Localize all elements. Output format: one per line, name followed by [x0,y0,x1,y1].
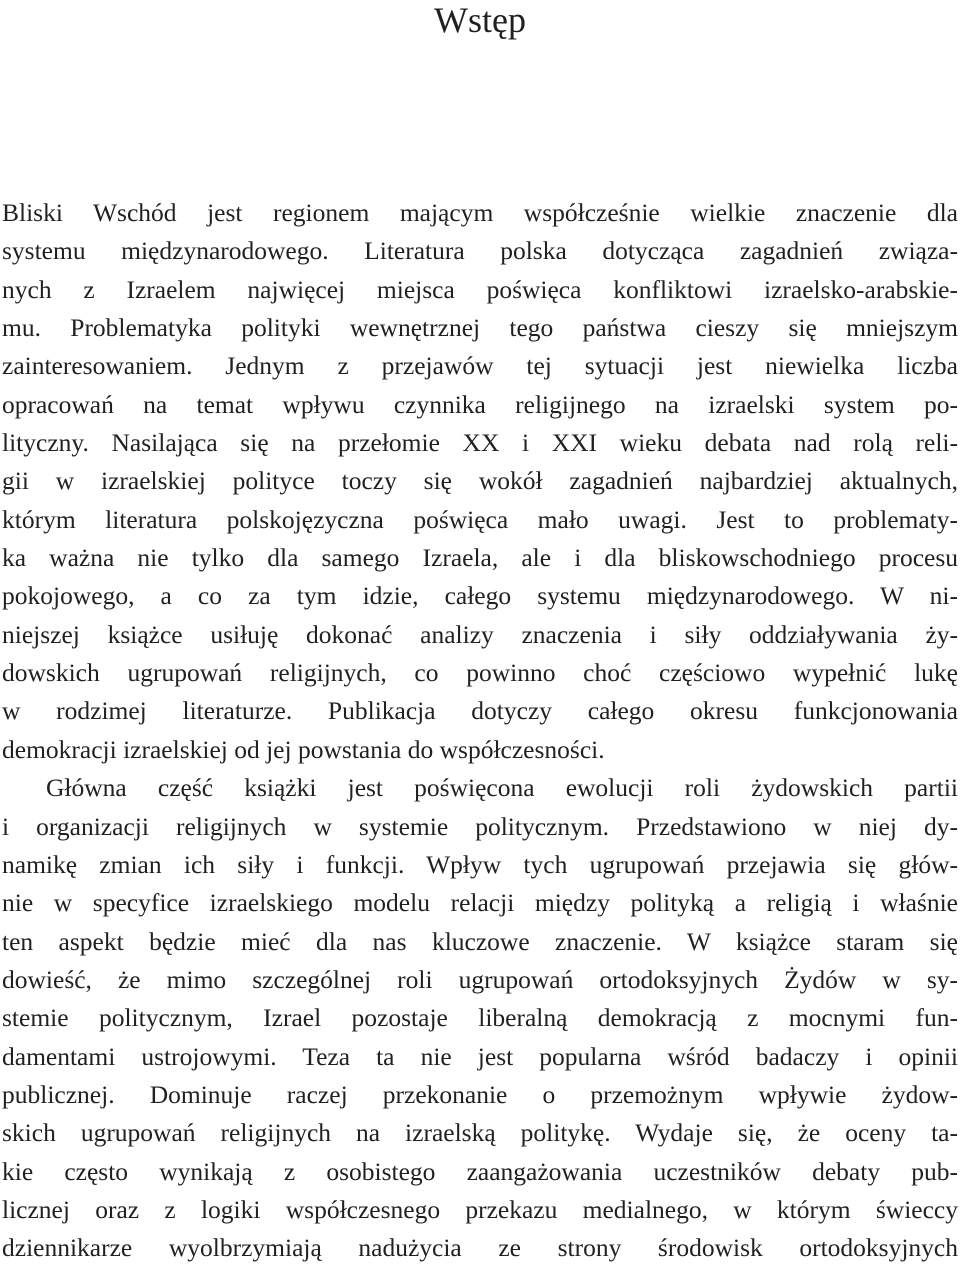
text-line: kie często wynikają z osobistego zaangażowania uczestników debaty pub- [2,1156,958,1186]
paragraph [2,769,958,1267]
body-text [2,194,958,1268]
page-title: Wstęp [434,0,526,40]
text-line: opracowań na temat wpływu czynnika religijnego na izraelski system po- [2,389,958,419]
text-line: damentami ustrojowymi. Teza ta nie jest popularna wśród badaczy i opinii [2,1041,958,1071]
text-line: publicznej. Dominuje raczej przekonanie o przemożnym wpływie żydow- [2,1079,958,1109]
text-line: ka ważna nie tylko dla samego Izraela, ale i dla bliskowschodniego procesu [2,543,958,573]
text-line: niejszej książce usiłuję dokonać analizy znaczenia i siły oddziaływania ży- [2,619,958,649]
text-line: zainteresowaniem. Jednym z przejawów tej sytuacji jest niewielka liczba [2,351,958,381]
text-line: którym literatura polskojęzyczna poświęca mało uwagi. Jest to problematy- [2,504,958,534]
text-line: dowieść, że mimo szczególnej roli ugrupowań ortodoksyjnych Żydów w sy- [2,964,958,994]
text-line: ten aspekt będzie mieć dla nas kluczowe znaczenie. W książce staram się [2,926,958,956]
text-line: lityczny. Nasilająca się na przełomie XX i XXI wieku debata nad rolą reli- [2,428,958,458]
paragraph [2,194,958,769]
text-line: nie w specyfice izraelskiego modelu relacji między polityką a religią i właśnie [2,888,958,918]
text-line: namikę zmian ich siły i funkcji. Wpływ tych ugrupowań przejawia się głów- [2,849,958,879]
text-line: dowskich ugrupowań religijnych, co powinno choć częściowo wypełnić lukę [2,658,958,688]
text-line: i organizacji religijnych w systemie politycznym. Przedstawiono w niej dy- [2,811,958,841]
text-line: pokojowego, a co za tym idzie, całego systemu międzynarodowego. W ni- [2,581,958,611]
text-line: nych z Izraelem najwięcej miejsca poświęca konfliktowi izraelsko-arabskie- [2,274,958,304]
text-line: skich ugrupowań religijnych na izraelską politykę. Wydaje się, że oceny ta- [2,1118,958,1148]
text-line: demokracji izraelskiej od jej powstania do współczesności. [2,734,605,764]
text-line: w rodzimej literaturze. Publikacja dotyczy całego okresu funkcjonowania [2,696,958,726]
text-line: gii w izraelskiej polityce toczy się wokół zagadnień najbardziej aktualnych, [2,466,958,496]
text-line: stemie politycznym, Izrael pozostaje liberalną demokracją z mocnymi fun- [2,1003,958,1033]
text-line: licznej oraz z logiki współczesnego przekazu medialnego, w którym świeccy [2,1194,958,1224]
text-line: Główna część książki jest poświęcona ewolucji roli żydowskich partii [46,773,958,803]
text-line: mu. Problematyka polityki wewnętrznej tego państwa cieszy się mniejszym [2,313,958,343]
text-line: dziennikarze wyolbrzymiają nadużycia ze strony środowisk ortodoksyjnych [2,1233,958,1263]
text-line: systemu międzynarodowego. Literatura polska dotycząca zagadnień związa- [2,236,958,266]
text-line: Bliski Wschód jest regionem mającym współcześnie wielkie znaczenie dla [2,198,958,227]
